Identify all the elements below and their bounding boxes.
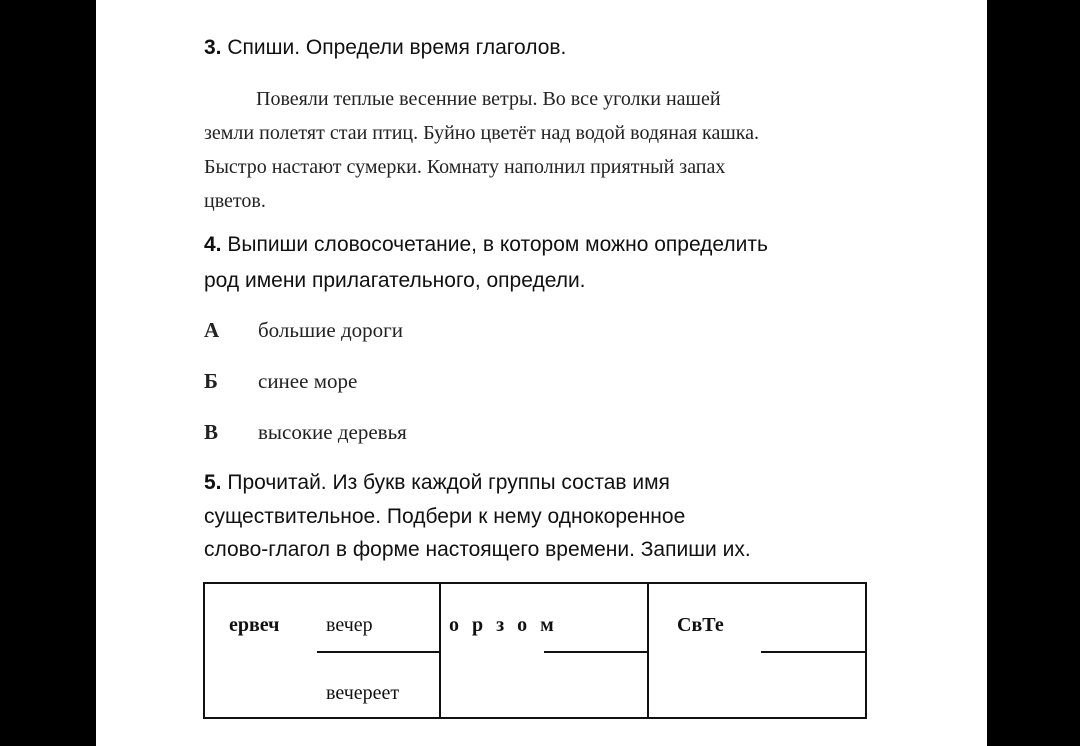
option-text: высокие деревья	[258, 420, 407, 444]
task-3-instruction: Спиши. Определи время глаголов.	[221, 36, 567, 59]
task-4-instruction-line-2: род имени прилагательного, определи.	[204, 269, 586, 292]
task-5-heading-cont2	[204, 533, 751, 567]
paragraph-line: Быстро настают сумерки. Комнату наполнил приятный запах	[204, 156, 726, 178]
noun-answer[interactable]: вечер	[326, 614, 373, 636]
paragraph-line: Повеяли теплые весенние ветры. Во все уголки нашей	[256, 88, 721, 110]
task-5-heading	[204, 466, 670, 500]
option-letter: В	[204, 420, 219, 444]
task-5-number: 5.	[204, 471, 222, 494]
worksheet-page	[96, 0, 987, 746]
answer-line	[761, 651, 865, 653]
task-3-heading	[204, 31, 566, 65]
answer-line	[317, 651, 439, 653]
task-5-heading-cont	[204, 500, 685, 534]
answer-line	[544, 651, 647, 653]
option-text: синее море	[258, 369, 358, 393]
task-4-number: 4.	[204, 233, 222, 256]
task-5-instruction-line-3: слово-глагол в форме настоящего времени. Запиши их.	[204, 538, 751, 561]
paragraph-line: цветов.	[204, 190, 266, 212]
task-4-heading-cont	[204, 264, 586, 298]
scrambled-word: СвТе	[677, 614, 724, 636]
task-4-instruction-line-1: Выпиши словосочетание, в котором можно определить	[221, 233, 768, 256]
option-text: большие дороги	[258, 318, 403, 342]
option-letter: Б	[204, 369, 218, 393]
option-letter: А	[204, 318, 220, 342]
task-5-instruction-line-2: существительное. Подбери к нему однокоренное	[204, 505, 686, 528]
scrambled-word: ервеч	[229, 614, 280, 636]
word-table	[203, 582, 867, 719]
verb-answer[interactable]: вечереет	[326, 682, 400, 704]
task-5-instruction-line-1: Прочитай. Из букв каждой группы состав имя	[221, 471, 670, 494]
table-divider	[439, 584, 441, 717]
scrambled-word: о р з о м	[449, 614, 558, 636]
task-4-heading	[204, 228, 768, 262]
table-divider	[647, 584, 649, 717]
task-3-number: 3.	[204, 36, 222, 59]
task-3-paragraph	[204, 82, 864, 218]
paragraph-line: земли полетят стаи птиц. Буйно цветёт над водой водяная кашка.	[204, 122, 760, 144]
